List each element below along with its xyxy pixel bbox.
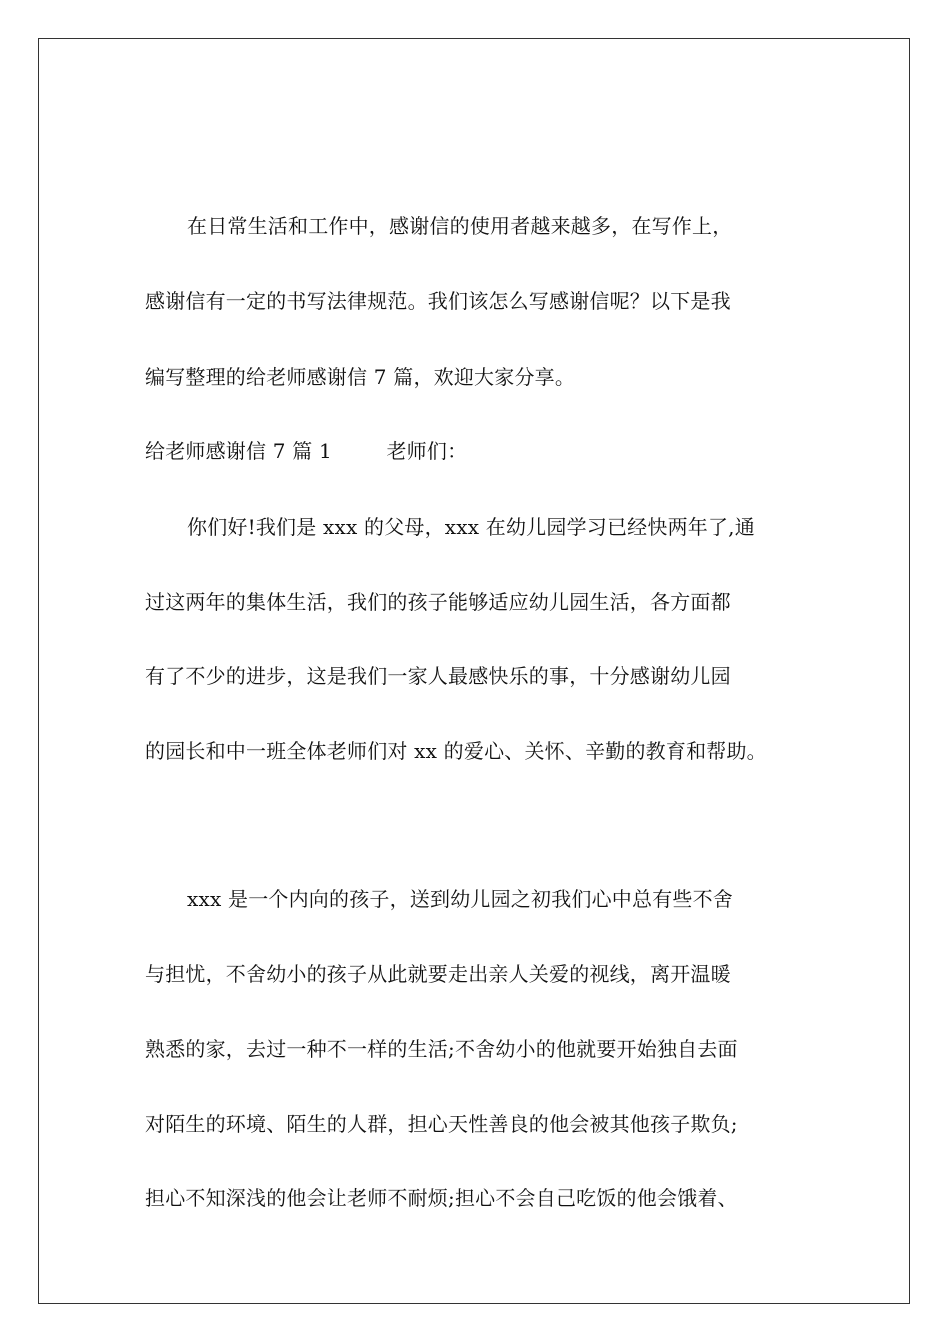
paragraph2-line-5: 担心不知深浅的他会让老师不耐烦;担心不会自己吃饭的他会饿着、 — [145, 1186, 738, 1210]
salutation: 老师们： — [386, 439, 468, 463]
paragraph1-line-1: 你们好!我们是 xxx 的父母，xxx 在幼儿园学习已经快两年了,通 — [187, 515, 755, 539]
paragraph1-line-4: 的园长和中一班全体老师们对 xx 的爱心、关怀、辛勤的教育和帮助。 — [145, 739, 767, 763]
intro-line-2: 感谢信有一定的书写法律规范。我们该怎么写感谢信呢？以下是我 — [145, 289, 731, 313]
section-title: 给老师感谢信 7 篇 1 — [145, 439, 332, 463]
intro-line-3: 编写整理的给老师感谢信 7 篇，欢迎大家分享。 — [145, 365, 576, 389]
section-heading-row — [145, 437, 467, 465]
paragraph1-line-3: 有了不少的进步，这是我们一家人最感快乐的事，十分感谢幼儿园 — [145, 664, 731, 688]
paragraph2-line-3: 熟悉的家，去过一种不一样的生活;不舍幼小的他就要开始独自去面 — [145, 1037, 738, 1061]
paragraph1-line-2: 过这两年的集体生活，我们的孩子能够适应幼儿园生活，各方面都 — [145, 590, 731, 614]
paragraph2-line-4: 对陌生的环境、陌生的人群，担心天性善良的他会被其他孩子欺负; — [145, 1112, 738, 1136]
paragraph2-line-1: xxx 是一个内向的孩子，送到幼儿园之初我们心中总有些不舍 — [187, 887, 733, 911]
intro-line-1: 在日常生活和工作中，感谢信的使用者越来越多，在写作上， — [187, 214, 733, 238]
paragraph2-line-2: 与担忧，不舍幼小的孩子从此就要走出亲人关爱的视线，离开温暖 — [145, 962, 731, 986]
